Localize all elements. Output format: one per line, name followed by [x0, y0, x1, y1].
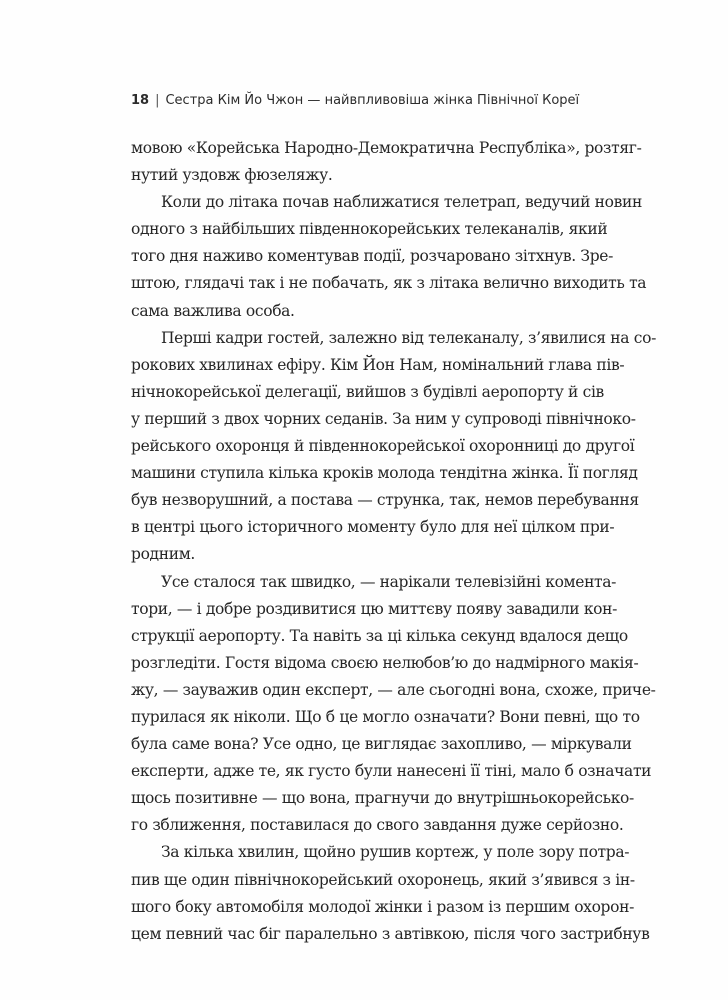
page-number: 18	[131, 93, 150, 108]
text-line: експерти, адже те, як густо були нанесені її тіні, мало б означати	[131, 762, 652, 781]
running-title: Сестра Кім Йо Чжон — найвпливовіша жінка Північної Кореї	[165, 93, 580, 108]
text-line: рейського охоронця й південнокорейської охоронниці до другої	[131, 437, 635, 456]
text-line: нічнокорейської делегації, вийшов з будівлі аеропорту й сів	[131, 382, 604, 401]
text-line: того дня наживо коментував події, розчаровано зітхнув. Зре-	[131, 247, 613, 266]
text-line: була саме вона? Усе одно, це виглядає захопливо, — міркували	[131, 735, 632, 754]
paragraph-first-line: Усе сталося так швидко, — нарікали телевізійні коментa-	[161, 572, 617, 591]
text-line: сама важлива особа.	[131, 301, 295, 320]
text-line: пурилася як ніколи. Що б це могло означати? Вони певні, що то	[131, 707, 640, 726]
paragraph-first-line: За кілька хвилин, щойно рушив кортеж, у поле зору потра-	[161, 843, 630, 862]
header-separator: |	[155, 93, 160, 108]
text-line: штою, глядачі так і не побачать, як з літака велично виходить та	[131, 274, 647, 293]
text-line: пив ще один північнокорейський охоронець, який з’явився з ін-	[131, 870, 635, 889]
text-line: одного з найбільших південнокорейських телеканалів, який	[131, 220, 608, 239]
text-line: мовою «Корейська Народно-Демократична Республіка», розтяг-	[131, 139, 642, 157]
paragraph-first-line: Перші кадри гостей, залежно від телеканалу, з’явилися на со-	[161, 328, 656, 347]
text-line: був незворушний, а постава — струнка, так, немов перебування	[131, 491, 639, 510]
text-line: тори, — і добре роздивитися цю миттєву появу завадили кон-	[131, 599, 618, 618]
text-line: у перший з двох чорних седанів. За ним у супроводі північноко-	[131, 409, 636, 428]
text-line: розгледіти. Гостя відома своєю нелюбов’ю до надмірного макія-	[131, 653, 639, 672]
text-line: рокових хвилинах ефіру. Кім Йон Нам, номінальний глава пів-	[131, 355, 625, 374]
text-line: го зближення, поставилася до свого завдання дуже серйозно.	[131, 816, 624, 835]
text-line: родним.	[131, 545, 195, 564]
text-line: цем певний час біг паралельно з автівкою, після чого застрибнув	[131, 924, 650, 943]
text-line: жу, — зауважив один експерт, — але сьогодні вона, схоже, приче-	[131, 680, 656, 699]
text-line: шого боку автомобіля молодої жінки і разом із першим охорон-	[131, 897, 634, 916]
text-line: машини ступила кілька кроків молода тендітна жінка. Її погляд	[131, 464, 638, 483]
paragraph-first-line: Коли до літака почав наближатися телетрап, ведучий новин	[161, 193, 642, 212]
text-line: щось позитивне — що вона, прагнучи до внутрішньокорейсько-	[131, 789, 634, 808]
body-text	[131, 135, 656, 948]
text-line: в центрі цього історичного моменту було для неї цілком при-	[131, 518, 615, 537]
text-line: нутий уздовж фюзеляжу.	[131, 166, 333, 185]
running-header	[131, 92, 611, 110]
text-line: струкції аеропорту. Та навіть за ці кілька секунд вдалося дещо	[131, 626, 628, 645]
